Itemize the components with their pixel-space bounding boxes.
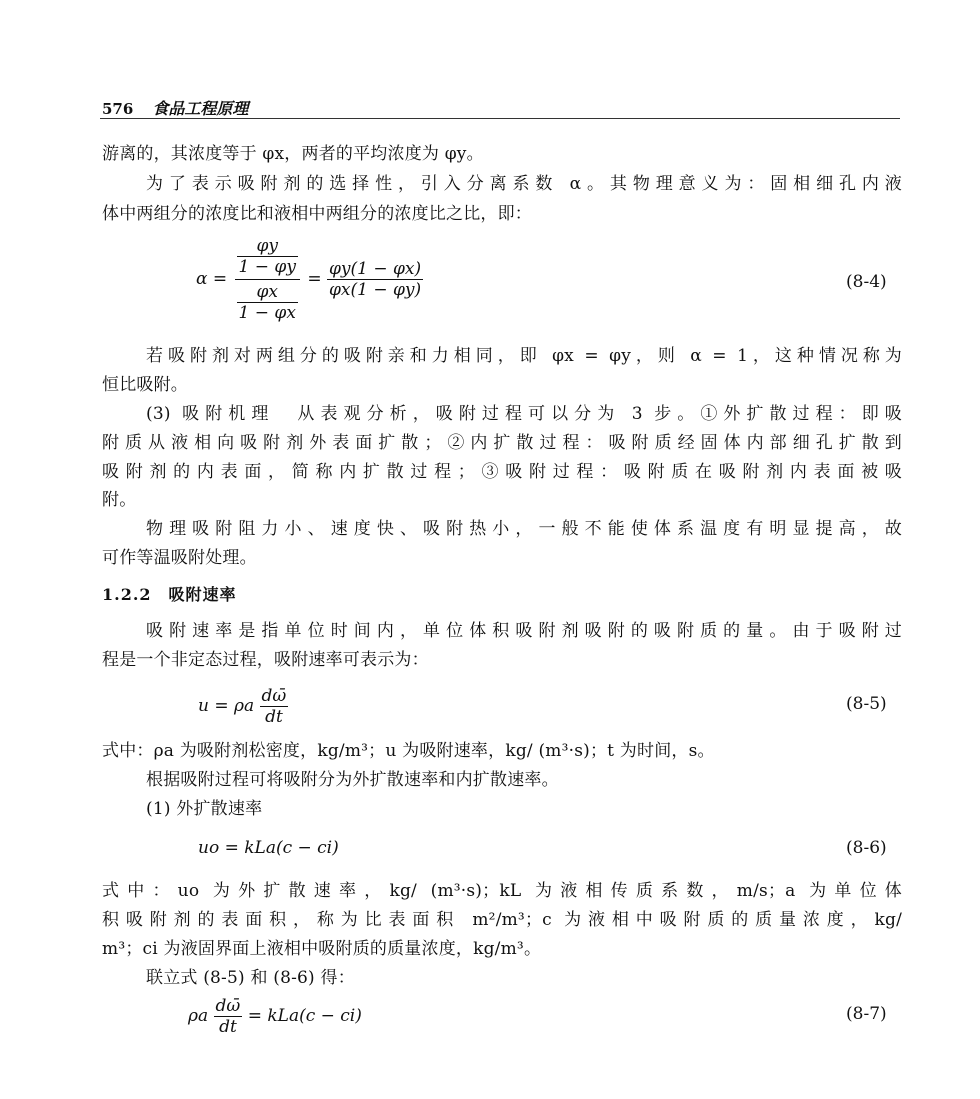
rhs-fraction [327, 259, 423, 300]
derivative-fraction [260, 686, 289, 727]
equation-8-6: uo = kLa(c − ci) [198, 838, 339, 858]
text-line: 式中：uo 为外扩散速率，kg/ (m³·s)；kL 为液相传质系数，m/s；a 为单位体 [102, 881, 902, 901]
fraction-denominator: dt [265, 707, 283, 727]
text-line: 物理吸附阻力小、速度快、吸附热小，一般不能使体系温度有明显提高，故 [146, 519, 902, 539]
header-rule [100, 118, 900, 119]
page-number: 576 [102, 100, 134, 118]
text-line: 体中两组分的浓度比和液相中两组分的浓度比之比，即： [102, 204, 532, 224]
text-line: 附。 [102, 490, 137, 510]
equation-number: (8-6) [846, 838, 887, 858]
inner-bottom-num: φx [237, 282, 298, 303]
equation-number: (8-7) [846, 1004, 887, 1024]
text-line: 可作等温吸附处理。 [102, 548, 257, 568]
equation-number: (8-4) [846, 272, 887, 292]
book-title: 食品工程原理 [152, 99, 249, 118]
fraction-numerator [235, 236, 300, 280]
text-line: 若吸附剂对两组分的吸附亲和力相同，即 φx = φy，则 α = 1，这种情况称为 [146, 346, 902, 366]
inner-bottom-den: 1 − φx [238, 303, 296, 323]
text-line: 吸附剂的内表面，简称内扩散过程；③吸附过程：吸附质在吸附剂内表面被吸 [102, 462, 902, 482]
fraction-denominator [235, 280, 300, 323]
text-line: m³；ci 为液固界面上液相中吸附质的质量浓度，kg/m³。 [102, 939, 542, 959]
text-line: 附质从液相向吸附剂外表面扩散；②内扩散过程：吸附质经固体内部细孔扩散到 [102, 433, 902, 453]
page-header [102, 96, 248, 119]
equation-8-5 [198, 686, 288, 727]
inner-fraction-top [237, 236, 298, 277]
text-line: 积吸附剂的表面积，称为比表面积 m²/m³；c 为液相中吸附质的质量浓度，kg/ [102, 910, 902, 930]
rhs-numerator: φy(1 − φx) [328, 259, 422, 279]
text-line: 程是一个非定态过程，吸附速率可表示为： [102, 650, 429, 670]
fraction-numerator: dω̄ [215, 996, 241, 1016]
inner-top-num: φy [237, 236, 298, 257]
compound-fraction [235, 236, 300, 323]
text-line: (3) 吸附机理 从表观分析，吸附过程可以分为 3 步。①外扩散过程：即吸 [146, 404, 902, 424]
text-line: (1) 外扩散速率 [146, 799, 263, 819]
text-line: 式中：ρa 为吸附剂松密度，kg/m³；u 为吸附速率，kg/ (m³·s)；t 为时间，s。 [102, 741, 715, 761]
inner-fraction-bottom [237, 282, 298, 323]
fraction-denominator: dt [219, 1017, 237, 1037]
text-line: 根据吸附过程可将吸附分为外扩散速率和内扩散速率。 [146, 770, 559, 790]
text-line: 联立式 (8-5) 和 (8-6) 得： [146, 968, 355, 988]
eq-lhs: u = ρa [198, 696, 255, 716]
text-line: 吸附速率是指单位时间内，单位体积吸附剂吸附的吸附质的量。由于吸附过 [146, 621, 902, 641]
text-line: 游离的，其浓度等于 φx，两者的平均浓度为 φy。 [102, 144, 484, 164]
section-heading: 1.2.2 吸附速率 [102, 585, 237, 604]
equation-8-7 [188, 996, 362, 1037]
equation-number: (8-5) [846, 694, 887, 714]
text-line: 为了表示吸附剂的选择性，引入分离系数 α。其物理意义为：固相细孔内液 [146, 174, 902, 194]
rhs-denominator: φx(1 − φy) [328, 280, 422, 300]
derivative-fraction [214, 996, 243, 1037]
text-line: 恒比吸附。 [102, 375, 188, 395]
eq-equals: = [307, 269, 322, 289]
equation-8-4 [196, 236, 423, 323]
eq-rhs: = kLa(c − ci) [247, 1006, 362, 1026]
eq-lhs: ρa [188, 1006, 209, 1026]
fraction-numerator: dω̄ [261, 686, 287, 706]
inner-top-den: 1 − φy [238, 257, 296, 277]
eq-lhs: α = [196, 269, 228, 289]
